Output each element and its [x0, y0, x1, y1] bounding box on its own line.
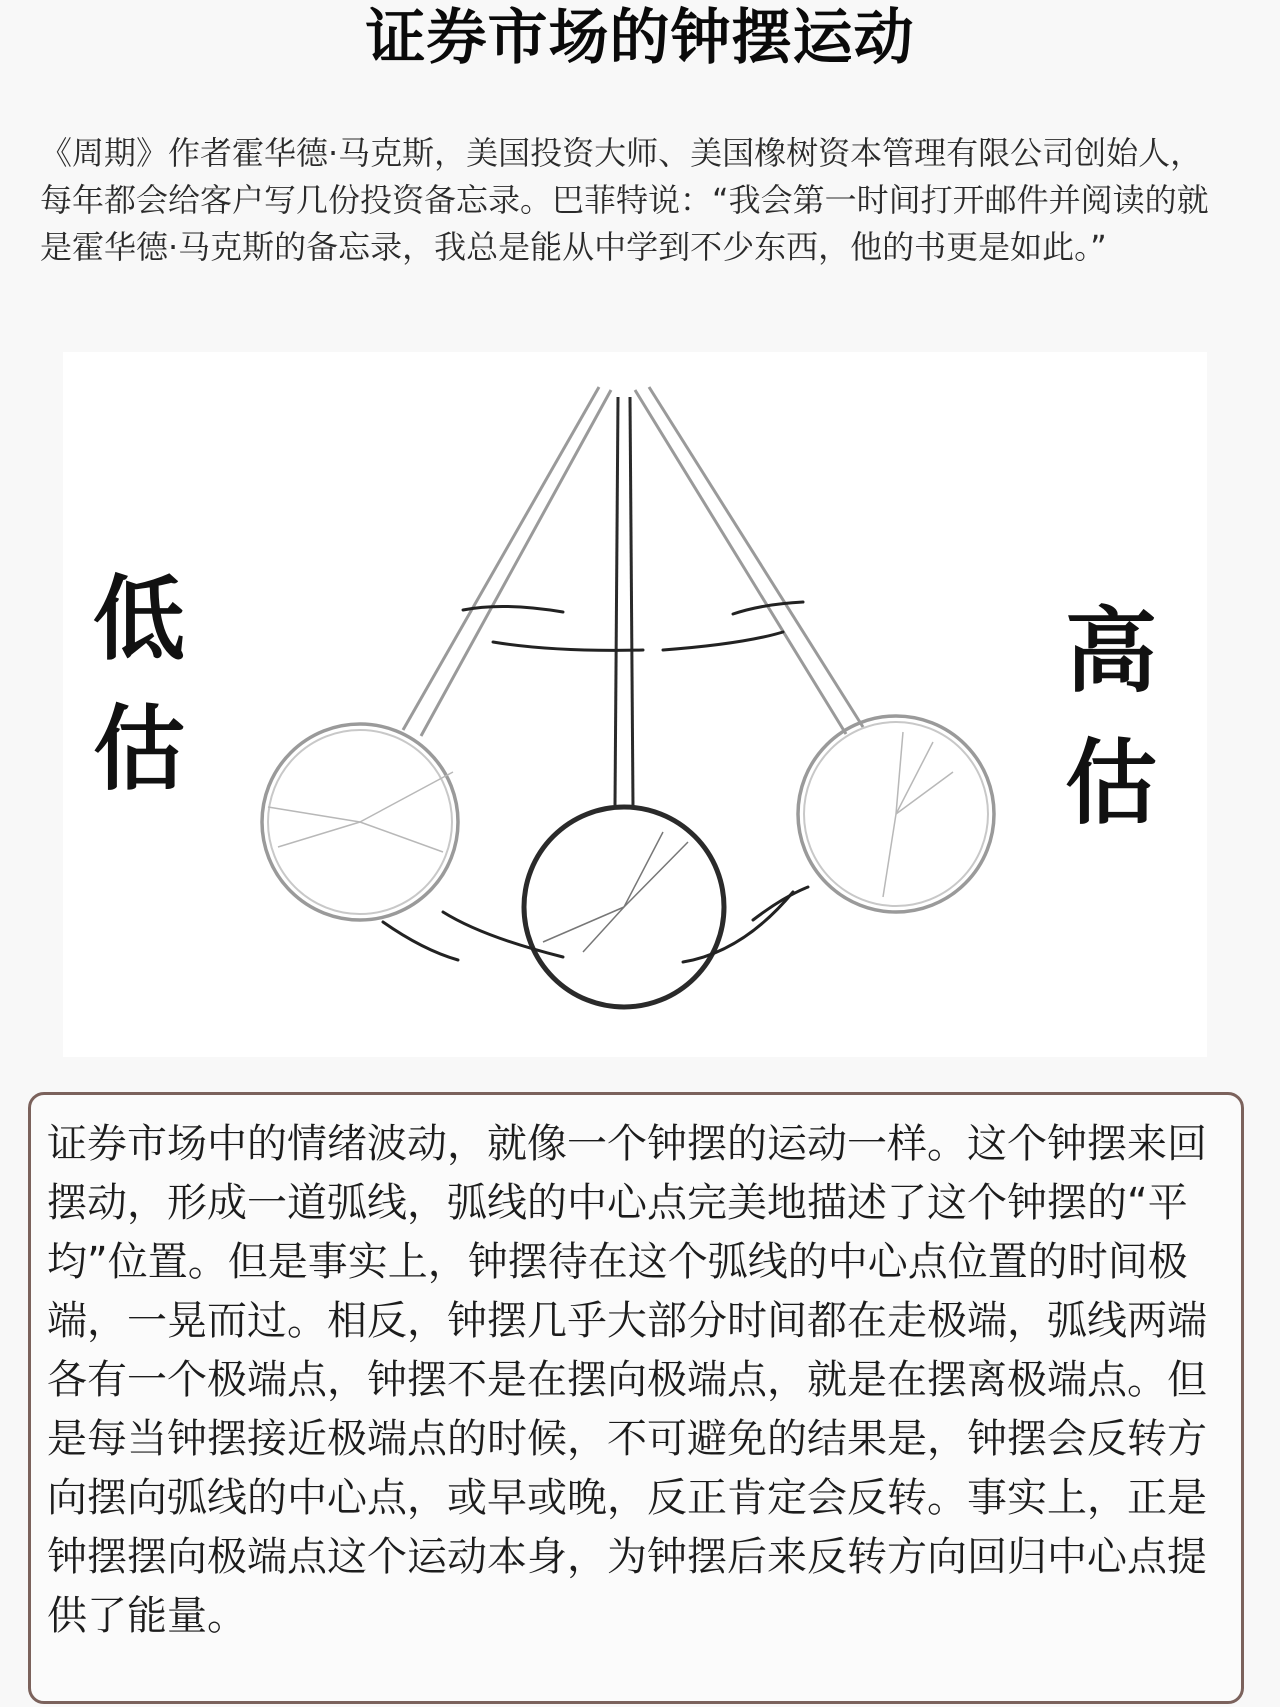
explanation-box: [28, 1092, 1244, 1704]
explanation-text: 证券市场中的情绪波动，就像一个钟摆的运动一样。这个钟摆来回摆动，形成一道弧线，弧线的中心点完美地描述了这个钟摆的“平均”位置。但是事实上，钟摆待在这个弧线的中心点位置的时间极端，一晃而过。相反，钟摆几乎大部分时间都在走极端，弧线两端各有一个极端点，钟摆不是在摆向极端点，就是在摆离极端点。但是每当钟摆接近极端点的时候，不可避免的结果是，钟摆会反转方向摆向弧线的中心点，或早或晚，反正肯定会反转。事实上，正是钟摆摆向极端点这个运动本身，为钟摆后来反转方向回归中心点提供了能量。: [47, 1121, 1207, 1639]
left-label-char-2: 估: [93, 696, 186, 803]
left-label-char-1: 低: [93, 566, 186, 673]
pendulum-illustration: [63, 352, 1207, 1057]
right-label-char-1: 高: [1065, 598, 1158, 705]
page-title: 证券市场的钟摆运动: [365, 3, 915, 73]
left-pendulum: [262, 387, 611, 920]
right-label-char-2: 估: [1065, 730, 1158, 837]
pendulum-drawing: [63, 352, 1207, 1057]
intro-paragraph: 《周期》作者霍华德·马克斯，美国投资大师、美国橡树资本管理有限公司创始人，每年都会给客户写几份投资备忘录。巴菲特说：“我会第一时间打开邮件并阅读的就是霍华德·马克斯的备忘录，我总是能从中学到不少东西，他的书更是如此。”: [40, 134, 1209, 266]
